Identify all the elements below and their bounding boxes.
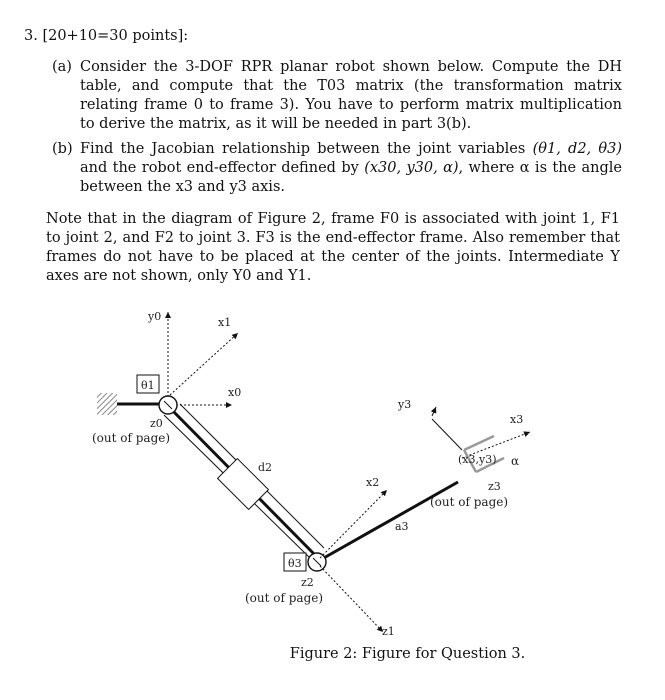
x0-label: x0: [228, 386, 242, 399]
part-b-text-2: and the robot end-effector defined by: [80, 160, 359, 176]
z1-label: z1: [382, 625, 395, 638]
y3-axis: [432, 419, 462, 450]
a3-label: a3: [395, 520, 409, 533]
part-b-label: (b): [52, 141, 73, 157]
part-b-text-1: Find the Jacobian relationship between the joint variables: [80, 141, 526, 157]
ground-hatch: [97, 393, 117, 415]
out-of-page-label-2: (out of page): [245, 591, 324, 605]
question-header: [24, 28, 188, 44]
link-2: [322, 482, 458, 559]
z1-axis: [320, 566, 383, 632]
d2-label: d2: [258, 461, 273, 474]
z3-label: z3: [488, 480, 501, 493]
z2-label: z2: [301, 576, 314, 589]
figure-caption-text: Figure 2: Figure for Question 3.: [289, 646, 526, 662]
end-effector-def: (x30, y30, α): [364, 160, 459, 176]
out-of-page-label-3: (out of page): [430, 495, 509, 509]
part-b-text-3: , where α is the angle between the x3 and y3 axis.: [80, 160, 622, 195]
question-points: [20+10=30 points]:: [42, 28, 189, 44]
theta3-label: θ3: [288, 557, 302, 570]
x1-label: x1: [218, 316, 232, 329]
x3-label: x3: [510, 413, 524, 426]
x2-axis: [320, 490, 387, 558]
z0-label: z0: [150, 417, 163, 430]
y3-label: y3: [398, 398, 412, 411]
figure-caption: [0, 646, 665, 662]
theta1-label: θ1: [141, 379, 155, 392]
part-b: [52, 140, 622, 197]
y3-arrow: [432, 407, 436, 416]
question-number: 3.: [24, 28, 38, 44]
part-a: [52, 58, 622, 134]
x2-label: x2: [366, 476, 380, 489]
robot-diagram: [0, 290, 665, 670]
part-a-label: (a): [52, 59, 72, 75]
part-b-text: [80, 140, 622, 197]
y0-label: y0: [148, 310, 162, 323]
ee-position-label: (x3,y3): [458, 453, 497, 466]
joint-variables: (θ1, d2, θ3): [532, 141, 623, 157]
alpha-label: α: [511, 454, 520, 468]
out-of-page-label-1: (out of page): [92, 431, 171, 445]
diagram-note: Note that in the diagram of Figure 2, frame F0 is associated with joint 1, F1 to joint 2, and F2 to joint 3. F3 is the end-effector frame. Also remember that frames do not have to be placed at the center of the joints. Intermediate Y axes are not shown, only Y0 and Y1.: [46, 211, 620, 284]
part-a-text: Consider the 3-DOF RPR planar robot shown below. Compute the DH table, and compute that the T03 matrix (the transformation matrix relating frame 0 to frame 3). You have to perform matrix multiplication to derive the matrix, as it will be needed in part 3(b).: [80, 59, 622, 132]
